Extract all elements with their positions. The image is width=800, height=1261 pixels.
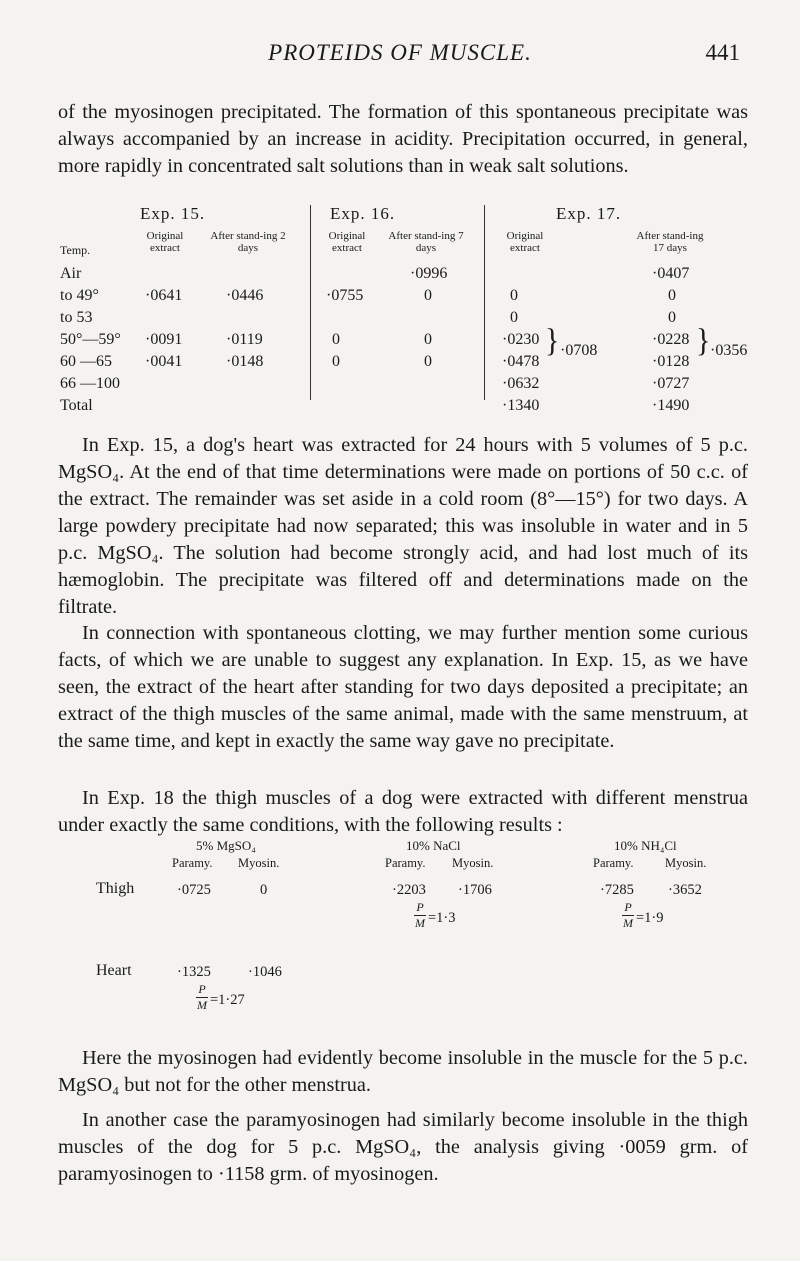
paragraph-1 <box>58 99 748 180</box>
exp15-original-header: Original extract <box>146 230 184 254</box>
column-divider <box>484 205 485 400</box>
header-nacl: 10% NaCl <box>406 838 461 853</box>
brace-value-after: ·0356 <box>710 342 748 359</box>
exp17-heading: Exp. 17. <box>556 204 622 223</box>
temp-header: Temp. <box>60 243 91 257</box>
table-cell: ·0228 <box>652 331 690 348</box>
brace-value-original: ·0708 <box>560 342 598 359</box>
table-cell: 0 <box>332 353 340 370</box>
table-cell: ·0725 <box>177 882 211 898</box>
ratio-numerator: P <box>416 900 424 914</box>
exp16-after-header: After stand-ing 7 days <box>388 230 464 254</box>
ratio-denominator: M <box>623 916 633 930</box>
header-mgso4: 5% MgSO₄ <box>196 838 256 853</box>
subheader-paramy: Paramy. <box>593 856 634 870</box>
exp17-original-header: Original extract <box>506 230 544 254</box>
ratio-fraction <box>414 900 426 931</box>
ratio-denominator: M <box>197 998 207 1012</box>
table-cell: ·0996 <box>410 265 448 282</box>
paragraph-3 <box>58 620 748 755</box>
ratio-nacl: =1·3 <box>428 910 456 926</box>
table-cell: ·0407 <box>652 265 690 282</box>
table-row-temp: 66 —100 <box>60 375 120 392</box>
table-cell: ·1706 <box>458 882 492 898</box>
header-nh4cl: 10% NH₄Cl <box>614 838 677 853</box>
exp15-heading: Exp. 15. <box>140 204 206 223</box>
table-cell: ·0119 <box>226 331 263 348</box>
table-cell: 0 <box>510 287 518 304</box>
table-cell: 0 <box>424 353 432 370</box>
subheader-myosin: Myosin. <box>665 856 707 870</box>
table-cell: ·1340 <box>502 397 540 414</box>
table-cell: ·0446 <box>226 287 264 304</box>
table-cell: 0 <box>510 309 518 326</box>
column-divider <box>310 205 311 400</box>
paragraph-4-text: In Exp. 18 the thigh muscles of a dog were extracted with different menstrua under exactly the same conditions, with the following results : <box>58 787 748 836</box>
table-cell: ·7285 <box>600 882 634 898</box>
subheader-myosin: Myosin. <box>238 856 280 870</box>
ratio-heart: =1·27 <box>210 992 245 1008</box>
table-cell: ·3652 <box>668 882 702 898</box>
row-label-heart: Heart <box>96 962 132 979</box>
paragraph-6 <box>58 1107 748 1188</box>
table-cell: 0 <box>668 287 676 304</box>
table-row-temp: 60 —65 <box>60 353 112 370</box>
ratio-numerator: P <box>198 982 206 996</box>
table-row-temp: Air <box>60 265 82 282</box>
paragraph-2-text: In Exp. 15, a dog's heart was extracted for 24 hours with 5 volumes of 5 p.c. MgSO₄. At the end of that time determinations were made on portions of 50 c.c. of the extract. The remainder was set aside in a cold room (8°—15°) for two days. A large powdery precipitate had now separated; this was insoluble in water and in 5 p.c. MgSO₄. The solution had become strongly acid, and had lost much of its hæmoglobin. The precipitate was filtered off and determinations made on the filtrate. <box>58 434 748 618</box>
paragraph-4 <box>58 785 748 839</box>
table-cell: ·0641 <box>145 287 183 304</box>
table-cell: ·0230 <box>502 331 540 348</box>
row-label-thigh: Thigh <box>96 880 135 897</box>
table-row-temp: Total <box>60 397 93 414</box>
table-row-temp: 50°—59° <box>60 331 121 348</box>
exp16-heading: Exp. 16. <box>330 204 396 223</box>
table-row-temp: to 49° <box>60 287 99 304</box>
table-cell: 0 <box>332 331 340 348</box>
ratio-nh4cl: =1·9 <box>636 910 664 926</box>
ratio-denominator: M <box>415 916 425 930</box>
paragraph-6-text: In another case the paramyosinogen had similarly become insoluble in the thigh muscles of the dog for 5 p.c. MgSO₄, the analysis giving ·0059 grm. of paramyosinogen to ·1158 grm. of myosinogen. <box>58 1109 748 1185</box>
brace: } <box>696 322 711 359</box>
running-title: PROTEIDS OF MUSCLE. <box>268 40 532 65</box>
exp17-after-header: After stand-ing 17 days <box>636 230 704 254</box>
table-cell: ·0727 <box>652 375 690 392</box>
table-cell: ·2203 <box>392 882 426 898</box>
ratio-numerator: P <box>624 900 632 914</box>
paragraph-3-text: In connection with spontaneous clotting, we may further mention some curious facts, of which we are unable to suggest any explanation. In Exp. 15, as we have seen, the extract of the heart after standing for two days deposited a precipitate; an extract of the thigh muscles of the same animal, made with the same menstruum, at the same time, and kept in exactly the same way gave no precipitate. <box>58 622 748 752</box>
ratio-fraction <box>196 982 208 1013</box>
table-cell: ·0478 <box>502 353 540 370</box>
table-cell: 0 <box>260 882 268 898</box>
table-cell: ·0128 <box>652 353 690 370</box>
exp15-after-header: After stand-ing 2 days <box>210 230 286 254</box>
brace: } <box>545 322 560 359</box>
table-row-temp: to 53 <box>60 309 93 326</box>
table-cell: ·0632 <box>502 375 540 392</box>
subheader-paramy: Paramy. <box>172 856 213 870</box>
paragraph-5 <box>58 1045 748 1099</box>
table-cell: ·0148 <box>226 353 264 370</box>
exp16-original-header: Original extract <box>328 230 366 254</box>
table-cell: ·1490 <box>652 397 690 414</box>
table-cell: ·0091 <box>145 331 183 348</box>
page-number: 441 <box>705 40 740 65</box>
paragraph-5-text: Here the myosinogen had evidently become insoluble in the muscle for the 5 p.c. MgSO₄ but not for the other menstrua. <box>58 1047 748 1096</box>
table-cell: 0 <box>668 309 676 326</box>
table-cell: ·0755 <box>326 287 364 304</box>
table-cell: ·0041 <box>145 353 183 370</box>
paragraph-1-text: of the myosinogen precipitated. The formation of this spontaneous precipitate was always accompanied by an increase in acidity. Precipitation occurred, in general, more rapidly in concentrated salt solutions than in weak salt solutions. <box>58 101 748 177</box>
table-cell: ·1046 <box>248 964 282 980</box>
subheader-paramy: Paramy. <box>385 856 426 870</box>
ratio-fraction <box>622 900 634 931</box>
paragraph-2 <box>58 432 748 621</box>
running-header <box>60 40 740 72</box>
subheader-myosin: Myosin. <box>452 856 494 870</box>
table-cell: ·1325 <box>177 964 211 980</box>
table-cell: 0 <box>424 331 432 348</box>
table-cell: 0 <box>424 287 432 304</box>
